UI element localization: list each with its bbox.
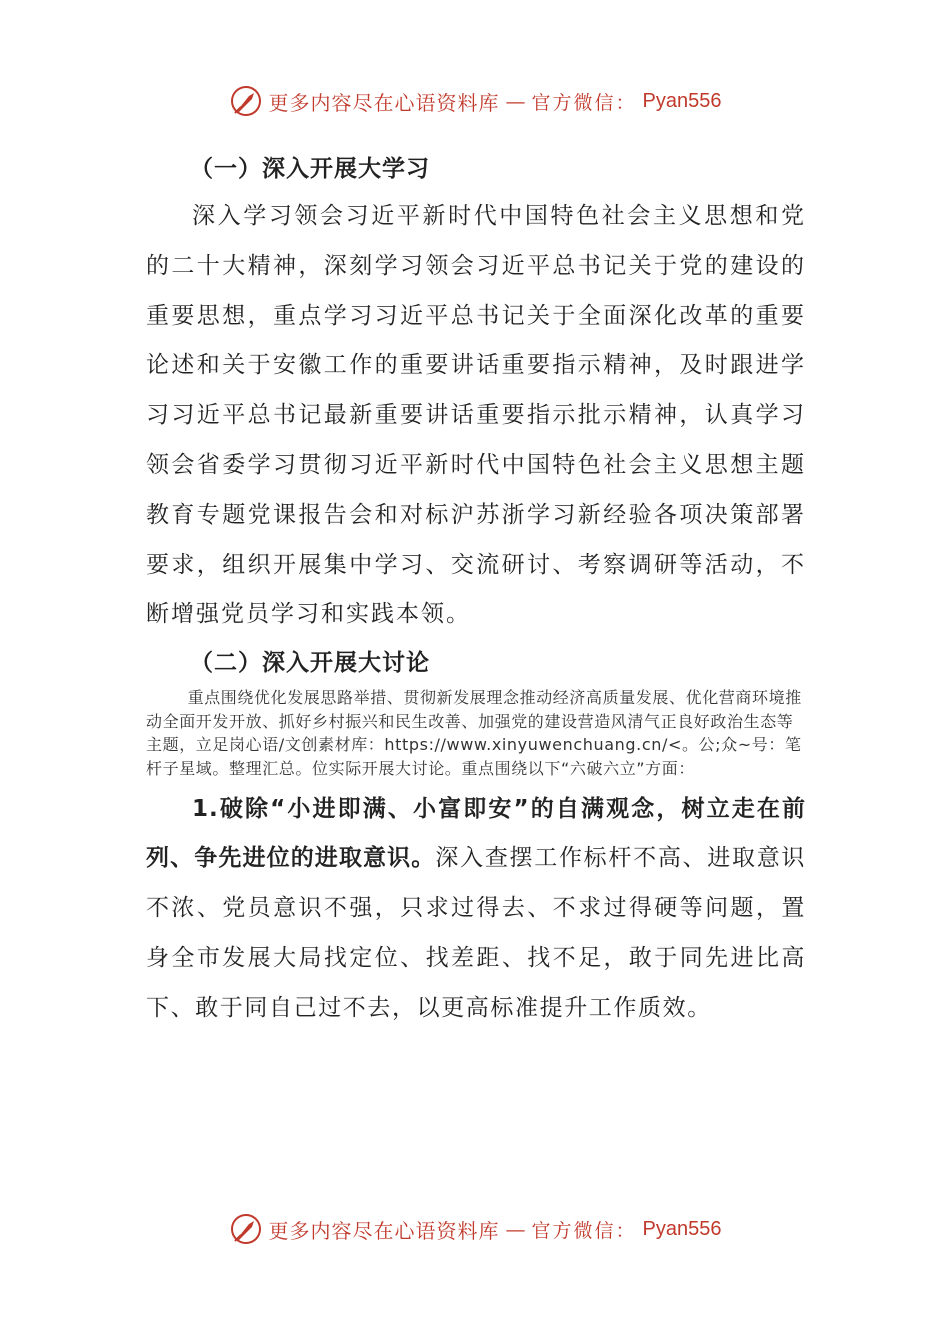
wechat-id: Pyan556 (642, 1217, 722, 1240)
brand-name: 更多内容尽在心语资料库 (268, 90, 500, 115)
header-watermark (0, 84, 950, 118)
section-1-heading: （一）深入开展大学习 (190, 156, 430, 182)
document-body (146, 146, 806, 1034)
brand-separator: — (505, 1217, 526, 1241)
brand-name: 更多内容尽在心语资料库 (268, 1218, 500, 1243)
wechat-label: 官方微信： (531, 91, 637, 114)
section-2-heading: （二）深入开展大讨论 (190, 650, 430, 677)
pen-nib-logo-icon (229, 1212, 263, 1246)
footer-watermark (0, 1212, 950, 1246)
pen-nib-logo-icon (229, 84, 263, 118)
item-1-lead: 1.破除“小进即满、小富即安”的自满观念，树立走在前列、争先进位的进取意识。 (146, 795, 806, 872)
item-1-body: 深入查摆工作标杆不高、进取意识不浓、党员意识不强，只求过得去、不求过得硬等问题，置身全市发展大局找定位、找差距、找不足，敢于同先进比高下、敢于同自己过不去，以更高标准提升工作质效。 (146, 845, 807, 1021)
wechat-label: 官方微信： (531, 1219, 637, 1242)
brand-separator: — (505, 89, 526, 113)
section-2-paragraph: 重点围绕优化发展思路举措、贯彻新发展理念推动经济高质量发展、优化营商环境推动全面开发开放、抓好乡村振兴和民生改善、加强党的建设营造风清气正良好政治生态等主题，立足岗心语/文创素材库：https://www.xinyuwenchuang.cn/<。公;众~号：笔杆子星域。整理汇总。位实际开展大讨论。重点围绕以下“六破六立”方面： (146, 688, 802, 778)
wechat-id: Pyan556 (642, 89, 722, 112)
section-1-paragraph: 深入学习领会习近平新时代中国特色社会主义思想和党的二十大精神，深刻学习领会习近平总书记关于党的建设的重要思想，重点学习习近平总书记关于全面深化改革的重要论述和关于安徽工作的重要讲话重要指示精神，及时跟进学习习近平总书记最新重要讲话重要指示批示精神，认真学习领会省委学习贯彻习近平新时代中国特色社会主义思想主题教育专题党课报告会和对标沪苏浙学习新经验各项决策部署要求，组织开展集中学习、交流研讨、考察调研等活动，不断增强党员学习和实践本领。 (146, 203, 806, 628)
item-1-paragraph (146, 785, 806, 1034)
